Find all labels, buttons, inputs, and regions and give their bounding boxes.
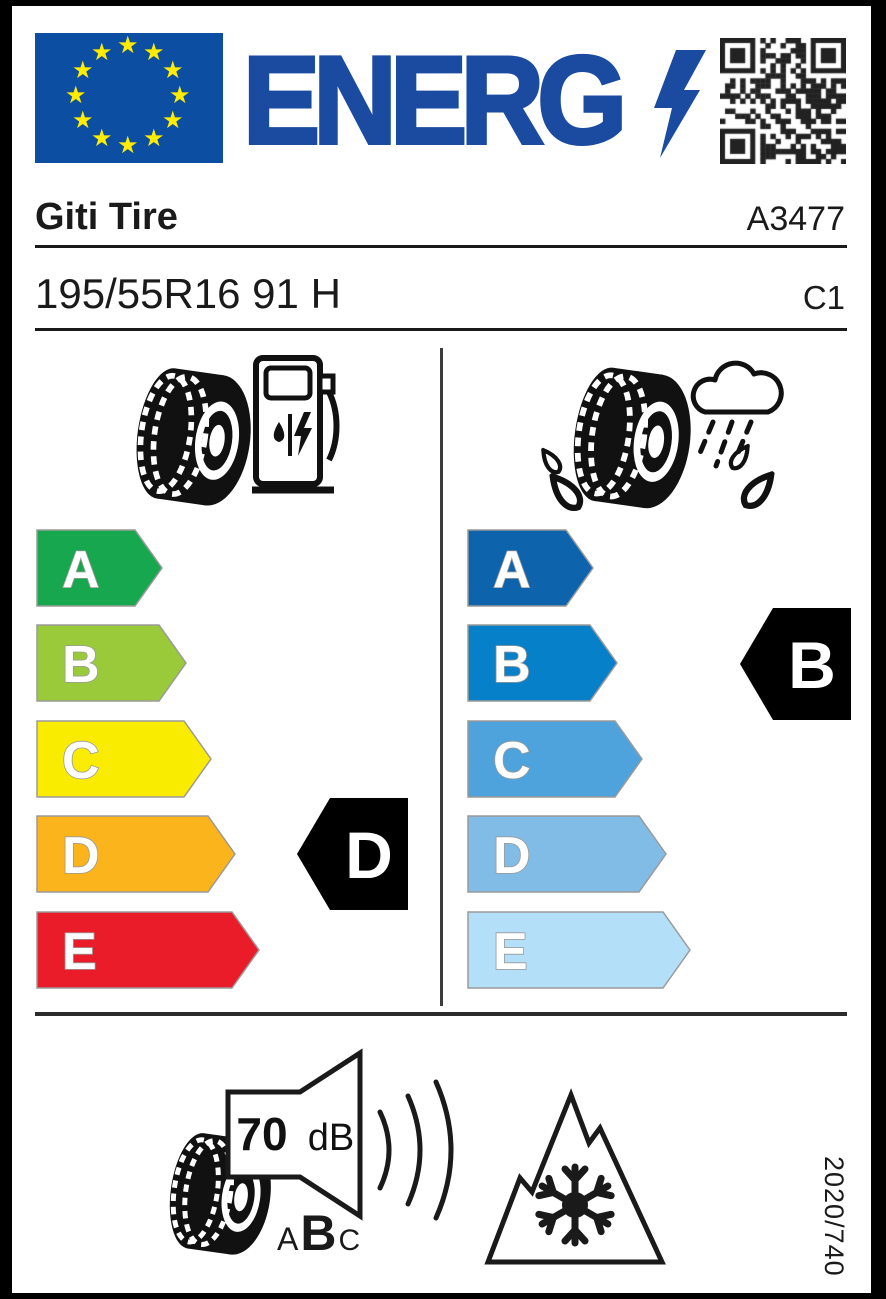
eu-star-icon: ★ bbox=[71, 57, 94, 84]
svg-text:C: C bbox=[493, 732, 531, 790]
eu-flag-icon bbox=[35, 33, 223, 163]
lightning-bolt-icon bbox=[648, 50, 708, 158]
svg-text:B: B bbox=[62, 636, 100, 694]
splash-drop-icon bbox=[539, 447, 564, 475]
eu-star-icon: ★ bbox=[143, 125, 165, 153]
splash-drop-icon bbox=[739, 469, 778, 511]
wet-grade-arrow-c bbox=[467, 720, 644, 798]
svg-text:A: A bbox=[62, 541, 100, 599]
noise-class-b: B bbox=[300, 1205, 339, 1261]
regulation-number: 2020/740 bbox=[819, 1156, 849, 1277]
eu-star-icon: ★ bbox=[162, 57, 184, 84]
fuel-grade-arrow-a bbox=[36, 529, 164, 607]
svg-text:D: D bbox=[345, 818, 393, 892]
tyre-size-designation: 195/55R16 91 H bbox=[35, 270, 341, 317]
wet-grade-arrow-d bbox=[467, 815, 668, 893]
svg-text:E: E bbox=[493, 923, 528, 981]
rain-cloud-icon bbox=[693, 363, 781, 466]
3pmsf-snowflake-mountain-icon bbox=[478, 1086, 678, 1271]
tire-icon bbox=[129, 365, 259, 511]
fuel-pump-icon bbox=[252, 358, 337, 490]
fuel-grade-arrow-d bbox=[36, 815, 237, 893]
supplier-name: Giti Tire bbox=[35, 196, 178, 238]
svg-text:C: C bbox=[62, 732, 100, 790]
divider-line bbox=[35, 328, 847, 331]
wet-grip-icon bbox=[535, 348, 795, 520]
eu-star-icon: ★ bbox=[117, 132, 139, 159]
svg-text:D: D bbox=[493, 827, 531, 885]
energ-logo-text: ENERG bbox=[243, 32, 621, 170]
noise-value: 70 bbox=[236, 1108, 288, 1160]
wet-grip-rating-badge bbox=[739, 607, 852, 721]
svg-text:B: B bbox=[788, 628, 836, 702]
divider-line bbox=[35, 245, 847, 248]
svg-text:B: B bbox=[493, 636, 531, 694]
fuel-grade-arrow-b bbox=[36, 624, 188, 702]
tyre-class: C1 bbox=[802, 279, 845, 316]
tire-icon bbox=[566, 364, 699, 513]
fuel-efficiency-rating-badge bbox=[296, 797, 409, 911]
noise-unit: dB bbox=[307, 1117, 355, 1159]
svg-text:A: A bbox=[493, 541, 531, 599]
fuel-efficiency-icon bbox=[122, 350, 352, 518]
wet-grade-arrow-b bbox=[467, 624, 619, 702]
divider-line bbox=[35, 1012, 847, 1016]
svg-text:D: D bbox=[62, 827, 100, 885]
eu-star-icon: ★ bbox=[162, 107, 184, 134]
sound-wave-icon bbox=[380, 1082, 451, 1218]
eu-star-icon: ★ bbox=[117, 32, 139, 59]
eu-star-icon: ★ bbox=[65, 82, 87, 109]
eu-star-icon: ★ bbox=[91, 38, 113, 66]
model-identifier: A3477 bbox=[746, 200, 845, 238]
column-divider bbox=[440, 348, 443, 1006]
fuel-grade-arrow-e bbox=[36, 911, 261, 989]
eu-star-icon: ★ bbox=[91, 125, 113, 153]
qr-code bbox=[720, 38, 846, 164]
eu-star-icon: ★ bbox=[169, 82, 191, 109]
svg-text:E: E bbox=[62, 923, 97, 981]
noise-class-letters bbox=[277, 1205, 363, 1271]
wet-grade-arrow-a bbox=[467, 529, 595, 607]
noise-class-a: A bbox=[277, 1221, 301, 1257]
eu-star-icon: ★ bbox=[143, 38, 165, 66]
wet-grade-arrow-e bbox=[467, 911, 692, 989]
eu-star-icon: ★ bbox=[71, 107, 94, 134]
fuel-grade-arrow-c bbox=[36, 720, 213, 798]
noise-class-c: C bbox=[338, 1224, 363, 1257]
